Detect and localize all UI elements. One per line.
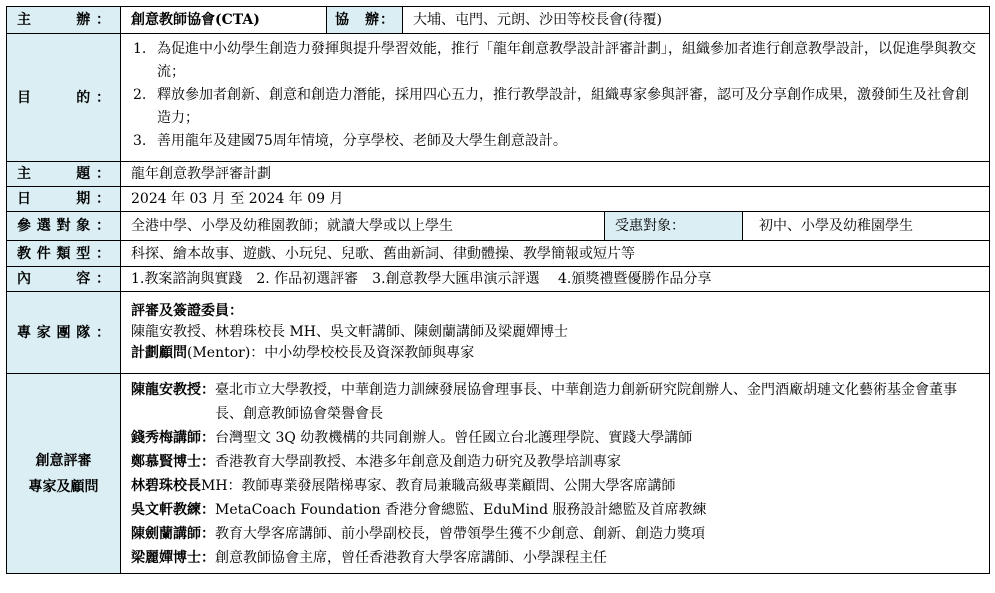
organizer-value: 創意教師協會(CTA) [121,7,327,34]
plan-info-table [6,6,990,574]
organizer-row [7,7,990,34]
advisor-desc: 臺北市立大學教授，中華創造力訓練發展協會理事長、中華創造力創新研究院創辦人、金門酒廠胡璉文化藝術基金會董事長、創意教師協會榮譽會長 [215,381,957,422]
experts-cell [121,292,990,374]
experts-row [7,292,990,374]
beneficiary-label: 受惠對象： [605,212,743,241]
mentor-title: 計劃顧問 [131,345,187,361]
mentor-desc: (Mentor)：中小幼學校校長及資深教師與專家 [187,345,475,361]
committee-title: 評審及簽證委員： [131,303,243,319]
theme-value: 龍年創意教學評審計劃 [121,162,990,187]
types-label: 教件類型： [7,241,121,267]
date-label: 日 期： [7,187,121,212]
date-value: 2024 年 03 月 至 2024 年 09 月 [121,187,990,212]
theme-row [7,162,990,187]
advisor-entry [131,546,979,570]
advisor-name: 陳劍蘭講師： [131,525,215,542]
co-organizer-value: 大埔、屯門、元朗、沙田等校長會(待覆) [403,7,990,34]
content-label: 內 容： [7,267,121,292]
advisor-name: 陳龍安教授： [131,381,215,398]
experts-label: 專家團隊： [7,292,121,374]
advisor-entry [131,522,979,546]
advisor-entry [131,450,979,474]
advisor-desc: 香港教育大學副教授、本港多年創意及創造力研究及教學培訓專家 [215,453,621,470]
committee-members: 陳龍安教授、林碧珠校長 MH、吳文軒講師、陳劍蘭講師及梁麗嬋博士 [131,324,568,340]
theme-label: 主 題： [7,162,121,187]
advisor-desc: MH：教師專業發展階梯專家、教育局兼職高級專業顧問、公開大學客席講師 [201,477,676,494]
advisors-row [7,374,990,574]
content-value: 1.教案諮詢與實踐 2. 作品初選評審 3.創意教學大匯串演示評選 4.頒獎禮暨優勝作品分享 [121,267,990,292]
types-row [7,241,990,267]
advisor-entry [131,498,979,522]
advisor-name: 吳文軒教練： [131,501,215,518]
participants-label: 參選對象： [7,212,121,241]
beneficiary-value: 初中、小學及幼稚園學生 [743,212,990,241]
advisor-name: 林碧珠校長 [131,477,201,494]
purpose-item: 1. 為促進中小幼學生創造力發揮與提升學習效能，推行「龍年創意教學設計評審計劃」，組織參加者進行創意教學設計，以促進學與教交流； [133,41,976,80]
advisor-desc: 台灣聖文 3Q 幼教機構的共同創辦人。曾任國立台北護理學院、實踐大學講師 [215,429,693,446]
advisor-entry [131,426,979,450]
advisor-entry [131,474,979,498]
purpose-cell [121,34,990,162]
purpose-label: 目 的： [7,34,121,162]
purpose-item: 3. 善用龍年及建國75周年情境，分享學校、老師及大學生創意設計。 [133,133,567,149]
co-organizer-label: 協 辦： [327,7,403,34]
advisor-desc: MetaCoach Foundation 香港分會總監、EduMind 服務設計總監及首席教練 [215,501,707,518]
mentor-line [131,343,979,364]
advisors-label: 創意評審 專家及顧問 [7,374,121,574]
advisor-desc: 教育大學客席講師、前小學副校長，曾帶領學生獲不少創意、創新、創造力獎項 [215,525,705,542]
organizer-label: 主 辦： [7,7,121,34]
purpose-item: 2. 釋放參加者創新、創意和創造力潛能，採用四心五力，推行教學設計，組織專家參與評審，認可及分享創作成果，激發師生及社會創造力； [133,87,969,126]
purpose-list [133,38,981,153]
advisor-name: 錢秀梅講師： [131,429,215,446]
types-value: 科探、繪本故事、遊戲、小玩兒、兒歌、舊曲新詞、律動體操、教學簡報或短片等 [121,241,990,267]
advisor-entry [131,378,979,426]
advisor-name: 梁麗嬋博士： [131,549,215,566]
advisor-name: 鄭慕賢博士： [131,453,215,470]
participants-row [7,212,990,241]
advisor-desc: 創意教師協會主席，曾任香港教育大學客席講師、小學課程主任 [215,549,607,566]
date-row [7,187,990,212]
purpose-row [7,34,990,162]
content-row [7,267,990,292]
participants-value: 全港中學、小學及幼稚園教師；就讀大學或以上學生 [121,212,605,241]
advisors-cell [121,374,990,574]
